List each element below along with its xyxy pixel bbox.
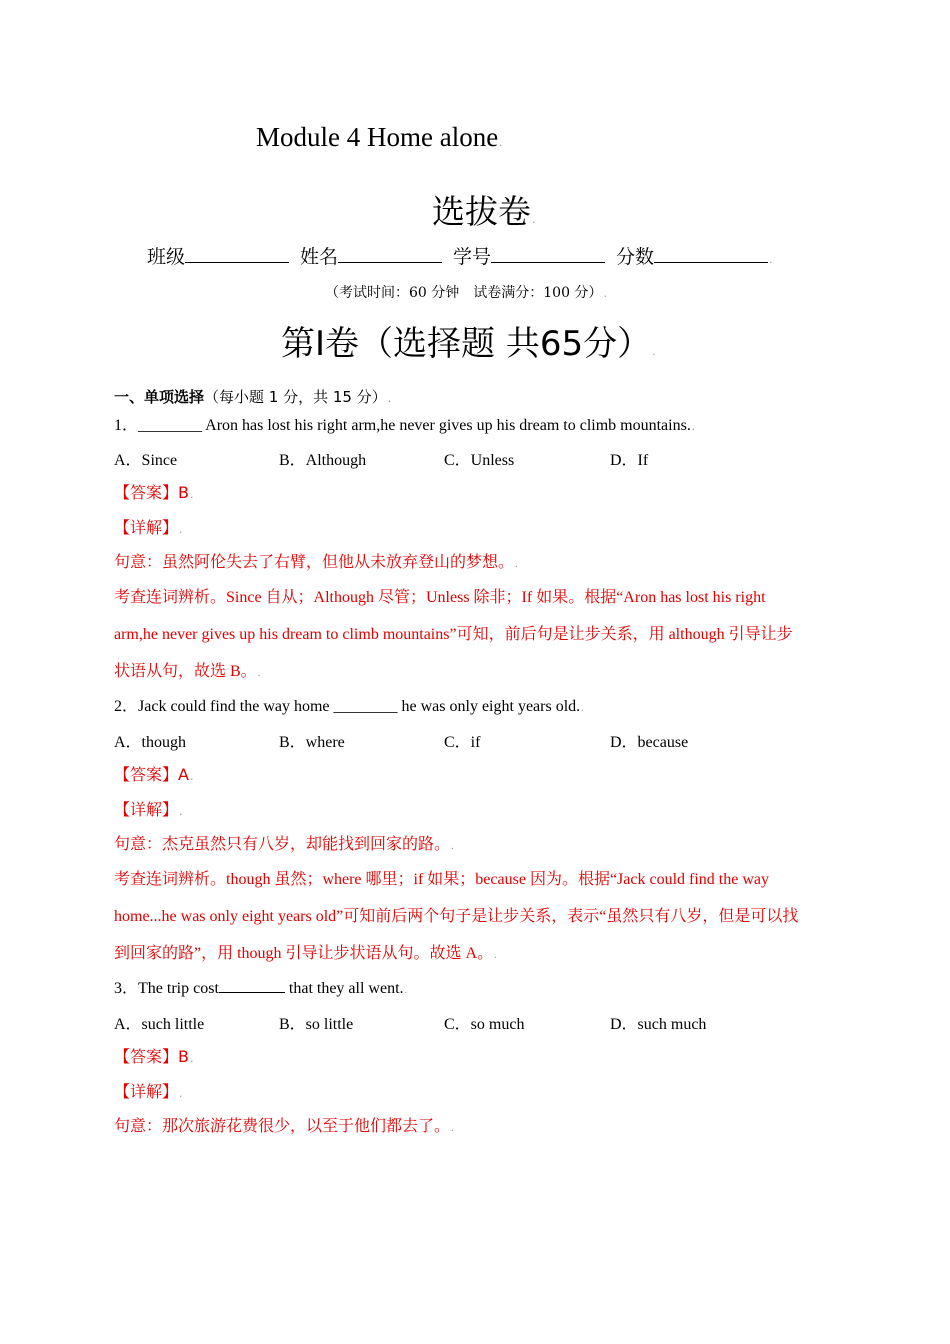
- question-1-meaning: 句意：虽然阿伦失去了右臂，但他从未放弃登山的梦想。.: [114, 552, 518, 571]
- exam-timing: （考试时间：60 分钟 试卷满分：100 分）.: [325, 285, 607, 301]
- question-1-option-a: A．Since: [114, 452, 178, 469]
- question-3-stem: 3．The trip cost that they all went..: [114, 980, 408, 997]
- question-3-option-d: D．such much: [610, 1016, 707, 1033]
- question-2-answer: 【答案】A.: [114, 765, 194, 784]
- question-2-detail-label: 【详解】.: [114, 800, 183, 819]
- question-2-analysis-line-3: 到回家的路”，用 though 引导让步状语从句。故选 A。.: [114, 945, 497, 962]
- question-3-option-c: C．so much: [444, 1016, 525, 1033]
- question-1-answer: 【答案】B.: [114, 483, 194, 502]
- question-2-option-a: A．though: [114, 734, 187, 751]
- question-1-analysis-line-3: 状语从句，故选 B。.: [114, 663, 261, 680]
- question-1-option-b: B．Although: [279, 452, 367, 469]
- question-1-option-d: D．If: [610, 452, 649, 469]
- question-1-detail-label: 【详解】.: [114, 518, 183, 537]
- question-1-analysis-line-2: arm,he never gives up his dream to climb mountains”可知，前后句是让步关系，用 although 引导让步: [114, 626, 793, 643]
- name-field: 姓名: [300, 242, 442, 269]
- question-3-option-a: A．such little: [114, 1016, 205, 1033]
- score-field: 分数 .: [616, 242, 773, 269]
- section-heading: 一、单项选择（每小题 1 分，共 15 分）.: [114, 388, 392, 406]
- paper-heading: 第I卷（选择题 共65分）.: [281, 324, 656, 364]
- question-2-meaning: 句意：杰克虽然只有八岁，却能找到回家的路。.: [114, 834, 454, 853]
- question-2-option-c: C．if: [444, 734, 481, 751]
- question-3-detail-label: 【详解】.: [114, 1082, 183, 1101]
- question-3-option-b: B．so little: [279, 1016, 354, 1033]
- question-2-stem: 2．Jack could find the way home ________ he was only eight years old..: [114, 698, 584, 715]
- question-1-stem: 1．________ Aron has lost his right arm,he never gives up his dream to climb mountains..: [114, 417, 695, 434]
- question-2-option-b: B．where: [279, 734, 345, 751]
- student-id-field: 学号: [453, 242, 605, 269]
- question-3-meaning: 句意：那次旅游花费很少，以至于他们都去了。.: [114, 1116, 454, 1135]
- question-3-blank: [219, 978, 285, 993]
- class-field: 班级: [147, 242, 289, 269]
- question-2-analysis-line-2: home...he was only eight years old”可知前后两个句子是让步关系，表示“虽然只有八岁，但是可以找: [114, 908, 799, 925]
- question-1-option-c: C．Unless: [444, 452, 515, 469]
- exam-subtitle: 选拔卷.: [432, 192, 536, 231]
- question-1-analysis-line-1: 考查连词辨析。Since 自从；Although 尽管；Unless 除非；If 如果。根据“Aron has lost his right: [114, 589, 766, 606]
- question-2-option-d: D．because: [610, 734, 689, 751]
- document-title: Module 4 Home alone.: [256, 122, 502, 152]
- question-2-analysis-line-1: 考查连词辨析。though 虽然；where 哪里；if 如果；because 因为。根据“Jack could find the way: [114, 871, 769, 888]
- question-3-answer: 【答案】B.: [114, 1047, 194, 1066]
